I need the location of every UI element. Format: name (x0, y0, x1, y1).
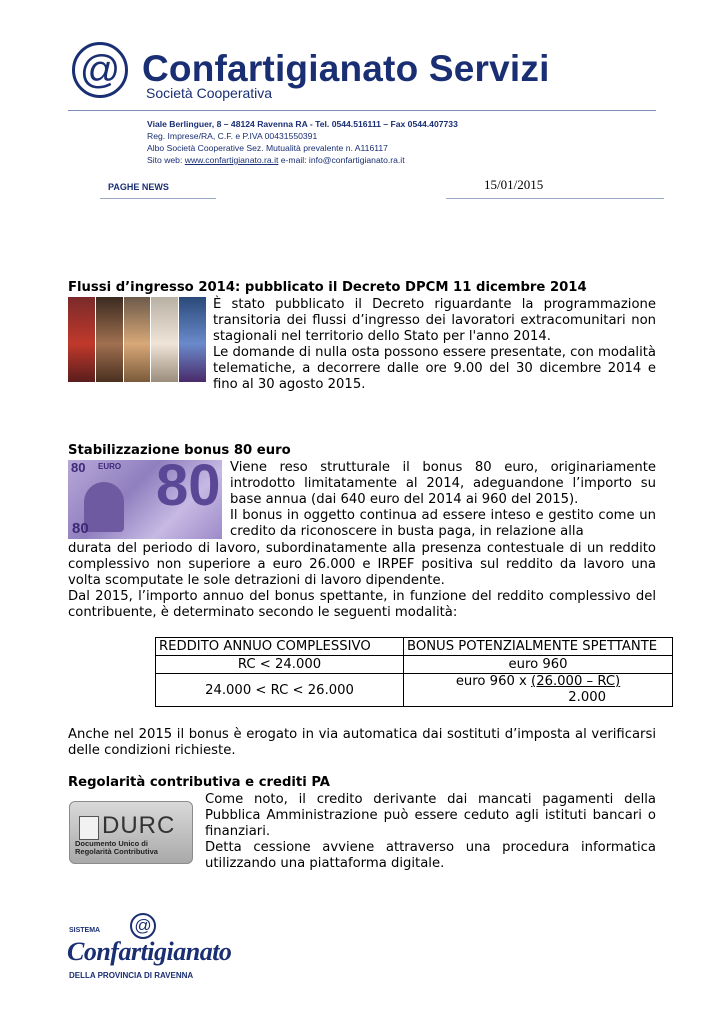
address-line: Viale Berlinguer, 8 – 48124 Ravenna RA - Tel. 0544.516111 – Fax 0544.407733 (147, 119, 458, 129)
table-cell-formula (404, 674, 673, 707)
article3-p1: Come noto, il credito derivante dai mancati pagamenti della Pubblica Amministrazione può essere ceduto agli istituti bancari o finanziari. (205, 792, 656, 840)
banknote-euro-label: EURO (98, 462, 122, 471)
document-icon (79, 816, 99, 840)
formula-denominator: 2.000 (568, 690, 606, 705)
face-photo (124, 297, 152, 382)
article3-p2: Detta cessione avviene attraverso una procedura informatica utilizzando una piattaforma digitale. (205, 840, 656, 872)
table-row (156, 656, 673, 674)
banknote-bottom-value: 80 (72, 520, 89, 537)
banknote-portrait (84, 482, 124, 532)
banknote-corner-value: 80 (71, 460, 86, 475)
date-underline (446, 198, 664, 199)
durc-image (69, 801, 193, 864)
face-photo (151, 297, 179, 382)
formula-prefix: euro 960 x (455, 674, 532, 689)
table-header-row (156, 638, 673, 656)
article1-p1: È stato pubblicato il Decreto riguardante la programmazione transitoria dei flussi d’ingresso dei lavoratori extracomunitari non stagionali nel territorio dello Stato per l'anno 2014. (213, 297, 656, 345)
albo-line: Albo Società Cooperative Sez. Mutualità prevalente n. A116117 (147, 143, 388, 153)
email-text: e-mail: info@confartigianato.ra.it (278, 155, 405, 165)
registry-line: Reg. Imprese/RA, C.F. e P.IVA 00431550391 (147, 131, 318, 141)
article-title-bonus: Stabilizzazione bonus 80 euro (68, 443, 291, 458)
table-cell: RC < 24.000 (156, 656, 404, 674)
article2-p1: Viene reso strutturale il bonus 80 euro, originariamente introdotto limitatamente al 2014, adeguandone l’importo su base annua (dai 640 euro del 2014 ai 960 del 2015). (230, 460, 656, 508)
article2-p3: Dal 2015, l’importo annuo del bonus spettante, in funzione del reddito complessivo del contribuente, è determinato secondo le seguenti modalità: (68, 589, 656, 621)
faces-image (68, 297, 206, 382)
footer-province: DELLA PROVINCIA DI RAVENNA (69, 971, 194, 980)
issue-date: 15/01/2015 (484, 177, 544, 192)
website-link[interactable]: www.confartigianato.ra.it (184, 155, 279, 165)
euro-banknote-image (68, 460, 222, 539)
table-cell: euro 960 (404, 656, 673, 674)
durc-title: DURC (102, 812, 176, 839)
footer-at-icon: @ (130, 913, 156, 939)
bonus-table (155, 637, 673, 707)
web-label: Sito web: (147, 155, 183, 165)
brand-subtitle: Società Cooperativa (146, 85, 273, 101)
durc-subtitle (75, 840, 158, 856)
article-title-flussi: Flussi d’ingresso 2014: pubblicato il Decreto DPCM 11 dicembre 2014 (68, 280, 587, 295)
face-photo (179, 297, 206, 382)
article2-p2a: Il bonus in oggetto continua ad essere inteso e gestito come un credito da riconoscere in busta paga, in relazione alla (230, 508, 656, 540)
footer-sistema: SISTEMA (69, 927, 101, 934)
contact-line (147, 155, 405, 165)
header-divider (68, 110, 656, 111)
article1-p2: Le domande di nulla osta possono essere presentate, con modalità telematiche, a decorrere dalle ore 9.00 del 30 dicembre 2014 e fino al 30 agosto 2015. (213, 345, 656, 393)
article-title-durc: Regolarità contributiva e crediti PA (68, 775, 331, 790)
table-header-income: REDDITO ANNUO COMPLESSIVO (156, 638, 404, 656)
formula-line (404, 674, 672, 690)
table-row (156, 674, 673, 707)
table-header-bonus: BONUS POTENZIALMENTE SPETTANTE (404, 638, 673, 656)
article2-p4: Anche nel 2015 il bonus è erogato in via automatica dai sostituti d’imposta al verificarsi delle condizioni richieste. (68, 727, 656, 759)
logo-at-icon: @ (79, 48, 121, 92)
section-underline (100, 198, 216, 199)
section-label: PAGHE NEWS (108, 182, 169, 192)
brand-name: Confartigianato Servizi (142, 48, 550, 89)
durc-subtitle-line1: Documento Unico di (75, 839, 148, 848)
footer-brand: Confartigianato (67, 937, 232, 966)
table-cell: 24.000 < RC < 26.000 (156, 674, 404, 707)
face-photo (68, 297, 96, 382)
face-photo (96, 297, 124, 382)
article2-p2b: durata del periodo di lavoro, subordinatamente alla presenza contestuale di un reddito complessivo non superiore a euro 26.000 e IRPEF positiva sul reddito da lavoro una volta scomputate le sole detrazioni di lavoro dipendente. (68, 541, 656, 589)
banknote-big-value: 80 (156, 460, 221, 518)
formula-numerator: (26.000 – RC) (531, 674, 621, 689)
durc-subtitle-line2: Regolarità Contributiva (75, 847, 158, 856)
